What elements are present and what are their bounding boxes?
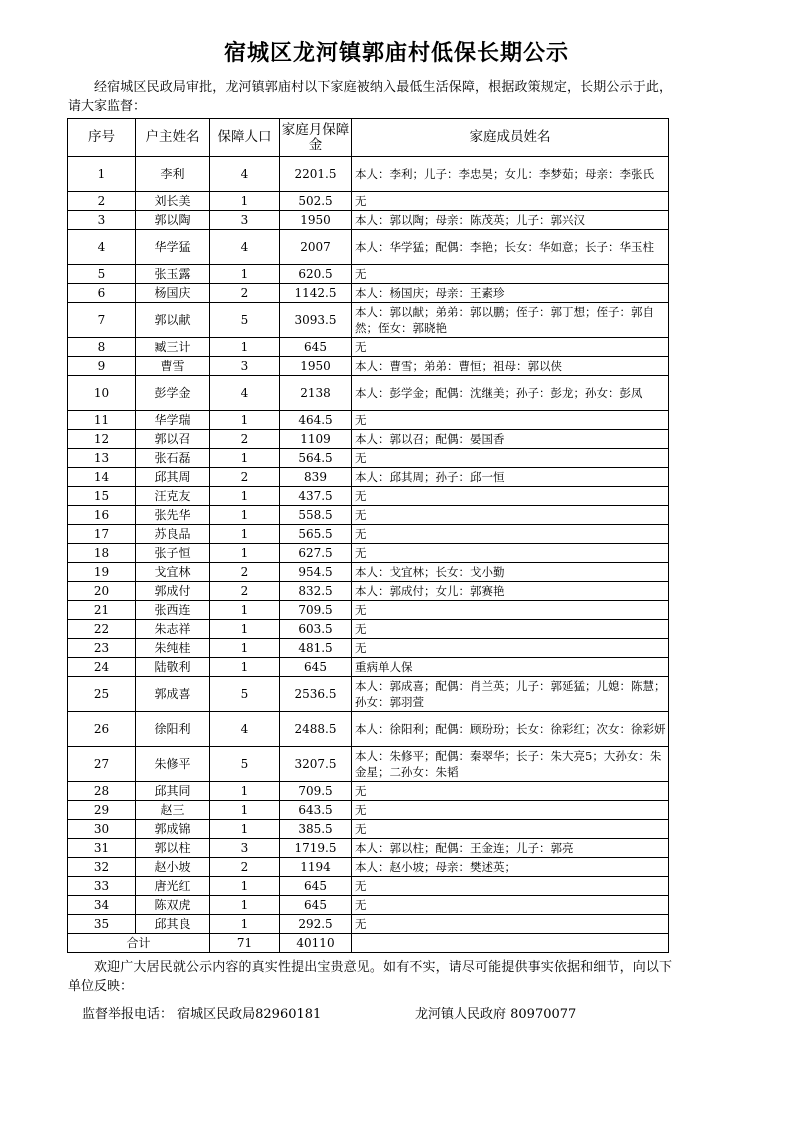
monthly-amount: 1950: [280, 357, 352, 376]
covered-people: 4: [210, 157, 280, 192]
family-members: 本人：朱修平；配偶：秦翠华；长子：朱大亮5；大孙女：朱金星；二孙女：朱韬: [352, 747, 669, 782]
table-row: [68, 357, 669, 376]
monthly-amount: 565.5: [280, 525, 352, 544]
table-row: [68, 747, 669, 782]
covered-people: 1: [210, 525, 280, 544]
family-members: 无: [352, 620, 669, 639]
monthly-amount: 564.5: [280, 449, 352, 468]
monthly-amount: 603.5: [280, 620, 352, 639]
covered-people: 1: [210, 411, 280, 430]
covered-people: 1: [210, 487, 280, 506]
family-members: 无: [352, 192, 669, 211]
family-members: 本人：郭以献；弟弟：郭以鹏；侄子：郭丁想；侄子：郭自然；侄女：郭晓艳: [352, 303, 669, 338]
covered-people: 1: [210, 544, 280, 563]
monthly-amount: 558.5: [280, 506, 352, 525]
household-head-name: 杨国庆: [136, 284, 210, 303]
household-head-name: 郭成付: [136, 582, 210, 601]
covered-people: 1: [210, 620, 280, 639]
row-number: 32: [68, 858, 136, 877]
row-number: 13: [68, 449, 136, 468]
roster-table: [67, 118, 669, 953]
row-number: 28: [68, 782, 136, 801]
household-head-name: 郭以柱: [136, 839, 210, 858]
hotline-town-government: 龙河镇人民政府 80970077: [415, 1007, 577, 1022]
monthly-amount: 620.5: [280, 265, 352, 284]
table-row: [68, 839, 669, 858]
household-head-name: 华学瑞: [136, 411, 210, 430]
row-number: 12: [68, 430, 136, 449]
monthly-amount: 385.5: [280, 820, 352, 839]
covered-people: 3: [210, 357, 280, 376]
monthly-amount: 2488.5: [280, 712, 352, 747]
header-members: 家庭成员姓名: [352, 119, 669, 157]
family-members: 无: [352, 338, 669, 357]
covered-people: 2: [210, 284, 280, 303]
monthly-amount: 2007: [280, 230, 352, 265]
family-members: 无: [352, 506, 669, 525]
monthly-amount: 1719.5: [280, 839, 352, 858]
table-row: [68, 468, 669, 487]
table-row: [68, 915, 669, 934]
table-row: [68, 563, 669, 582]
covered-people: 1: [210, 877, 280, 896]
family-members: 重病单人保: [352, 658, 669, 677]
family-members: 本人：郭成付；女儿：郭赛艳: [352, 582, 669, 601]
family-members: 无: [352, 801, 669, 820]
row-number: 22: [68, 620, 136, 639]
covered-people: 1: [210, 782, 280, 801]
monthly-amount: 3093.5: [280, 303, 352, 338]
household-head-name: 赵小坡: [136, 858, 210, 877]
row-number: 20: [68, 582, 136, 601]
covered-people: 1: [210, 601, 280, 620]
monthly-amount: 2201.5: [280, 157, 352, 192]
family-members: 无: [352, 820, 669, 839]
family-members: 本人：郭以柱；配偶：王金连；儿子：郭亮: [352, 839, 669, 858]
covered-people: 1: [210, 192, 280, 211]
row-number: 9: [68, 357, 136, 376]
row-number: 4: [68, 230, 136, 265]
family-members: 本人：邱其周；孙子：邱一恒: [352, 468, 669, 487]
row-number: 31: [68, 839, 136, 858]
row-number: 33: [68, 877, 136, 896]
covered-people: 1: [210, 915, 280, 934]
family-members: 本人：赵小坡；母亲：樊述英；: [352, 858, 669, 877]
family-members: 无: [352, 544, 669, 563]
covered-people: 1: [210, 449, 280, 468]
monthly-amount: 502.5: [280, 192, 352, 211]
covered-people: 4: [210, 230, 280, 265]
row-number: 27: [68, 747, 136, 782]
row-number: 18: [68, 544, 136, 563]
household-head-name: 郭以召: [136, 430, 210, 449]
covered-people: 1: [210, 506, 280, 525]
family-members: 本人：杨国庆；母亲：王素珍: [352, 284, 669, 303]
table-header-row: [68, 119, 669, 157]
monthly-amount: 954.5: [280, 563, 352, 582]
family-members: 本人：郭以召；配偶：晏国香: [352, 430, 669, 449]
family-members: 无: [352, 525, 669, 544]
row-number: 30: [68, 820, 136, 839]
covered-people: 2: [210, 468, 280, 487]
roster-body: [68, 157, 669, 934]
table-row: [68, 265, 669, 284]
covered-people: 2: [210, 563, 280, 582]
household-head-name: 刘长美: [136, 192, 210, 211]
family-members: 本人：徐阳利；配偶：顾玢玢；长女：徐彩红；次女：徐彩妍: [352, 712, 669, 747]
household-head-name: 郭以陶: [136, 211, 210, 230]
total-amount: 40110: [280, 934, 352, 953]
household-head-name: 曹雪: [136, 357, 210, 376]
monthly-amount: 645: [280, 338, 352, 357]
household-head-name: 彭学金: [136, 376, 210, 411]
table-row: [68, 620, 669, 639]
covered-people: 1: [210, 658, 280, 677]
table-row: [68, 211, 669, 230]
table-row: [68, 525, 669, 544]
covered-people: 5: [210, 747, 280, 782]
row-number: 16: [68, 506, 136, 525]
table-row: [68, 411, 669, 430]
household-head-name: 郭成喜: [136, 677, 210, 712]
monthly-amount: 832.5: [280, 582, 352, 601]
table-row: [68, 677, 669, 712]
family-members: 本人：曹雪；弟弟：曹恒；祖母：郭以侠: [352, 357, 669, 376]
monthly-amount: 1109: [280, 430, 352, 449]
family-members: 无: [352, 449, 669, 468]
household-head-name: 唐光红: [136, 877, 210, 896]
family-members: 无: [352, 601, 669, 620]
table-row: [68, 430, 669, 449]
covered-people: 1: [210, 801, 280, 820]
row-number: 7: [68, 303, 136, 338]
table-row: [68, 801, 669, 820]
monthly-amount: 3207.5: [280, 747, 352, 782]
covered-people: 3: [210, 211, 280, 230]
covered-people: 2: [210, 430, 280, 449]
row-number: 15: [68, 487, 136, 506]
monthly-amount: 645: [280, 877, 352, 896]
row-number: 21: [68, 601, 136, 620]
table-row: [68, 896, 669, 915]
household-head-name: 郭以献: [136, 303, 210, 338]
row-number: 23: [68, 639, 136, 658]
household-head-name: 汪克友: [136, 487, 210, 506]
household-head-name: 张西连: [136, 601, 210, 620]
row-number: 24: [68, 658, 136, 677]
row-number: 29: [68, 801, 136, 820]
table-row: [68, 858, 669, 877]
covered-people: 4: [210, 376, 280, 411]
row-number: 26: [68, 712, 136, 747]
family-members: 无: [352, 411, 669, 430]
monthly-amount: 709.5: [280, 601, 352, 620]
row-number: 10: [68, 376, 136, 411]
family-members: 本人：戈宜林；长女：戈小勤: [352, 563, 669, 582]
hotline-civil-affairs: 监督举报电话： 宿城区民政局82960181: [82, 1007, 322, 1022]
covered-people: 5: [210, 303, 280, 338]
row-number: 2: [68, 192, 136, 211]
household-head-name: 朱志祥: [136, 620, 210, 639]
header-people: 保障人口: [210, 119, 280, 157]
covered-people: 1: [210, 896, 280, 915]
header-no: 序号: [68, 119, 136, 157]
intro-paragraph: 经宿城区民政局审批，龙河镇郭庙村以下家庭被纳入最低生活保障，根据政策规定，长期公示于此，请大家监督：: [68, 80, 672, 114]
covered-people: 5: [210, 677, 280, 712]
monthly-amount: 464.5: [280, 411, 352, 430]
household-head-name: 邱其良: [136, 915, 210, 934]
table-row: [68, 487, 669, 506]
household-head-name: 张先华: [136, 506, 210, 525]
table-row: [68, 192, 669, 211]
family-members: 无: [352, 487, 669, 506]
household-head-name: 朱纯桂: [136, 639, 210, 658]
family-members: 无: [352, 782, 669, 801]
covered-people: 1: [210, 338, 280, 357]
header-amount: 家庭月保障 金: [280, 119, 352, 157]
monthly-amount: 627.5: [280, 544, 352, 563]
household-head-name: 华学猛: [136, 230, 210, 265]
monthly-amount: 1142.5: [280, 284, 352, 303]
household-head-name: 张玉露: [136, 265, 210, 284]
family-members: 无: [352, 915, 669, 934]
family-members: 无: [352, 639, 669, 658]
family-members: 无: [352, 896, 669, 915]
row-number: 14: [68, 468, 136, 487]
household-head-name: 臧三计: [136, 338, 210, 357]
covered-people: 3: [210, 839, 280, 858]
row-number: 1: [68, 157, 136, 192]
monthly-amount: 1950: [280, 211, 352, 230]
household-head-name: 陈双虎: [136, 896, 210, 915]
total-people: 71: [210, 934, 280, 953]
monthly-amount: 645: [280, 896, 352, 915]
household-head-name: 张子恒: [136, 544, 210, 563]
row-number: 25: [68, 677, 136, 712]
table-row: [68, 582, 669, 601]
row-number: 5: [68, 265, 136, 284]
monthly-amount: 645: [280, 658, 352, 677]
total-row: [68, 934, 669, 953]
family-members: 本人：李利；儿子：李忠昊；女儿：李梦茹；母亲：李张氏: [352, 157, 669, 192]
household-head-name: 郭成锦: [136, 820, 210, 839]
household-head-name: 邱其周: [136, 468, 210, 487]
family-members: 本人：郭成喜；配偶：肖兰英；儿子：郭延猛；儿媳：陈慧；孙女：郭羽萱: [352, 677, 669, 712]
table-row: [68, 712, 669, 747]
row-number: 3: [68, 211, 136, 230]
covered-people: 4: [210, 712, 280, 747]
household-head-name: 苏良品: [136, 525, 210, 544]
row-number: 8: [68, 338, 136, 357]
table-row: [68, 820, 669, 839]
covered-people: 1: [210, 820, 280, 839]
page-title: 宿城区龙河镇郭庙村低保长期公示: [223, 41, 569, 66]
household-head-name: 李利: [136, 157, 210, 192]
table-row: [68, 303, 669, 338]
total-label: 合计: [68, 934, 210, 953]
household-head-name: 戈宜林: [136, 563, 210, 582]
table-row: [68, 601, 669, 620]
household-head-name: 徐阳利: [136, 712, 210, 747]
table-row: [68, 782, 669, 801]
family-members: 本人：华学猛；配偶：李艳；长女：华如意；长子：华玉柱: [352, 230, 669, 265]
monthly-amount: 1194: [280, 858, 352, 877]
covered-people: 2: [210, 858, 280, 877]
row-number: 34: [68, 896, 136, 915]
monthly-amount: 709.5: [280, 782, 352, 801]
monthly-amount: 839: [280, 468, 352, 487]
table-row: [68, 230, 669, 265]
header-name: 户主姓名: [136, 119, 210, 157]
monthly-amount: 292.5: [280, 915, 352, 934]
footer-note: 欢迎广大居民就公示内容的真实性提出宝贵意见。如有不实，请尽可能提供事实依据和细节，向以下单位反映：: [68, 960, 672, 994]
table-row: [68, 877, 669, 896]
household-head-name: 张石磊: [136, 449, 210, 468]
household-head-name: 朱修平: [136, 747, 210, 782]
covered-people: 1: [210, 265, 280, 284]
table-row: [68, 506, 669, 525]
household-head-name: 赵三: [136, 801, 210, 820]
table-row: [68, 157, 669, 192]
monthly-amount: 2536.5: [280, 677, 352, 712]
row-number: 11: [68, 411, 136, 430]
row-number: 35: [68, 915, 136, 934]
table-row: [68, 338, 669, 357]
family-members: 无: [352, 265, 669, 284]
table-row: [68, 376, 669, 411]
monthly-amount: 481.5: [280, 639, 352, 658]
family-members: 本人：彭学金；配偶：沈继美；孙子：彭龙；孙女：彭凤: [352, 376, 669, 411]
family-members: 本人：郭以陶；母亲：陈茂英；儿子：郭兴汉: [352, 211, 669, 230]
table-row: [68, 544, 669, 563]
covered-people: 2: [210, 582, 280, 601]
row-number: 6: [68, 284, 136, 303]
covered-people: 1: [210, 639, 280, 658]
household-head-name: 邱其同: [136, 782, 210, 801]
monthly-amount: 643.5: [280, 801, 352, 820]
household-head-name: 陆敬利: [136, 658, 210, 677]
total-members-empty: [352, 934, 669, 953]
monthly-amount: 2138: [280, 376, 352, 411]
family-members: 无: [352, 877, 669, 896]
table-row: [68, 284, 669, 303]
row-number: 19: [68, 563, 136, 582]
row-number: 17: [68, 525, 136, 544]
monthly-amount: 437.5: [280, 487, 352, 506]
table-row: [68, 639, 669, 658]
table-row: [68, 449, 669, 468]
table-row: [68, 658, 669, 677]
